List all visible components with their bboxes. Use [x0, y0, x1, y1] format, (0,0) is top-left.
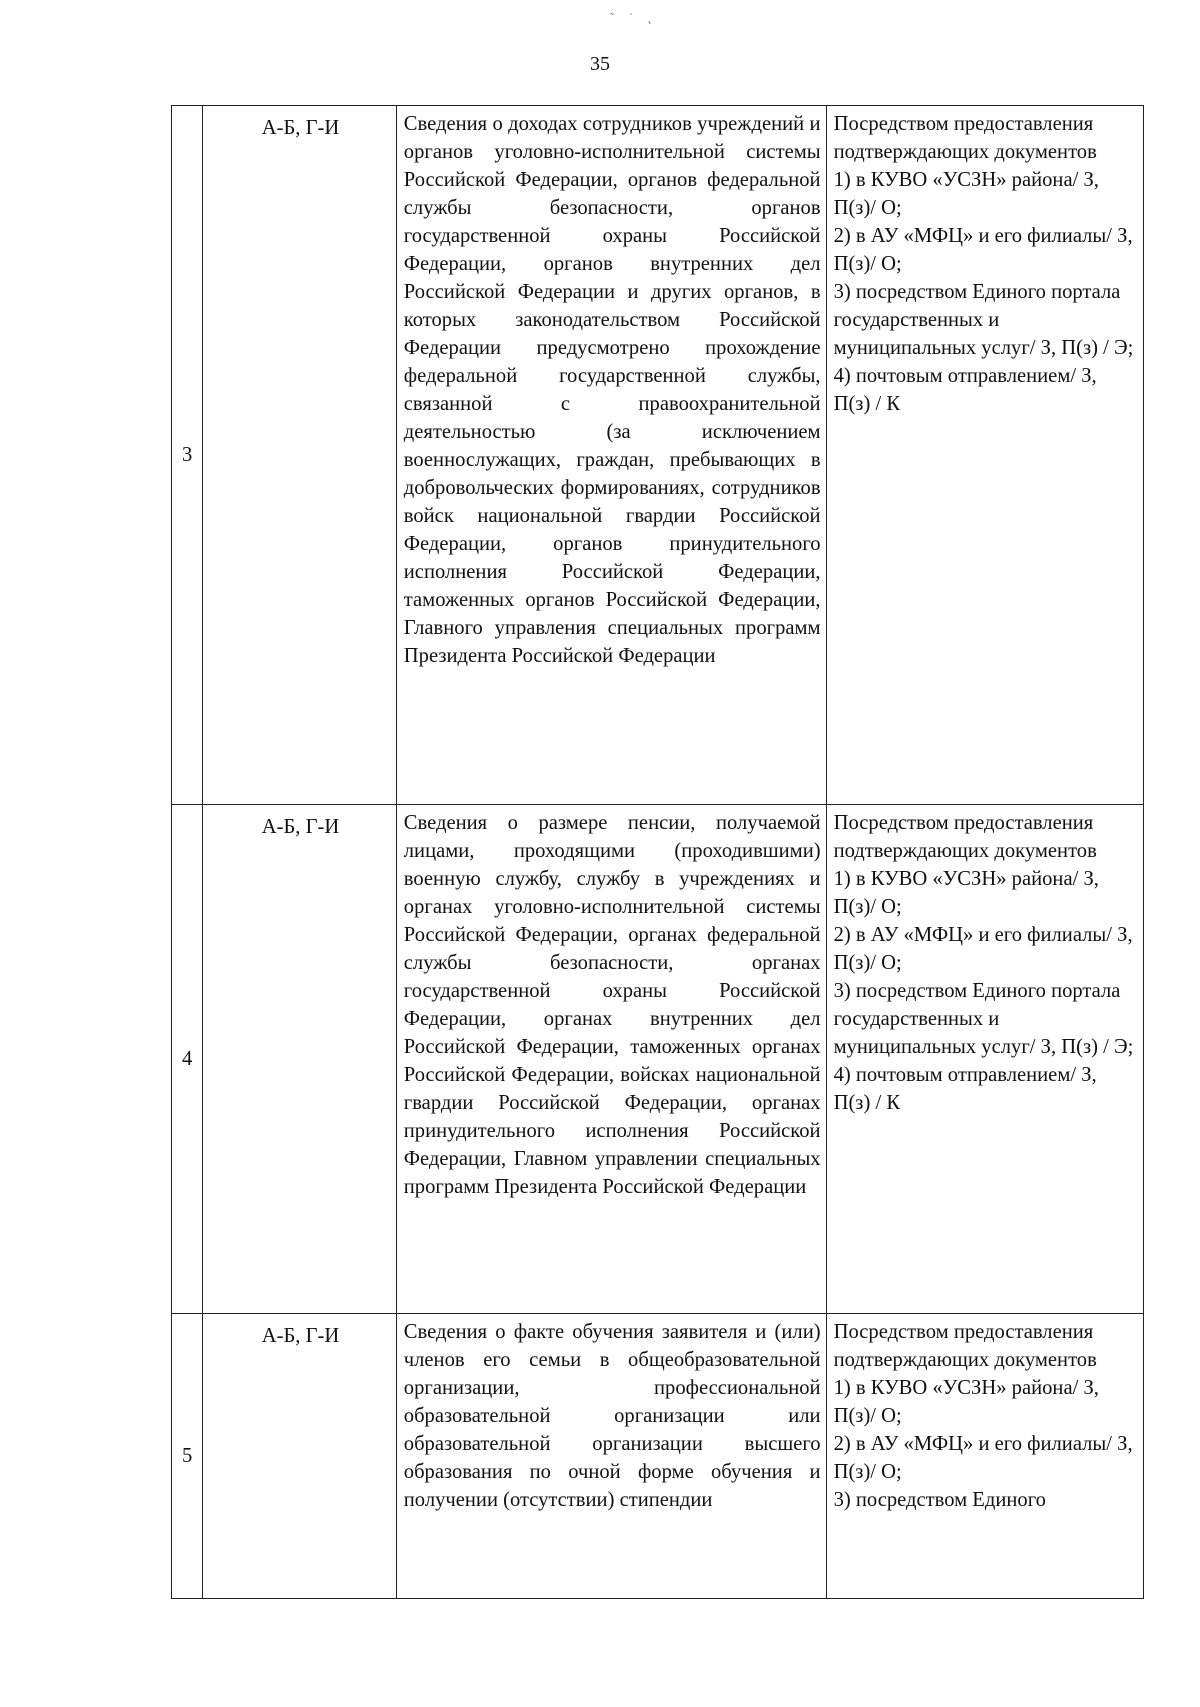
- method-line: 2) в АУ «МФЦ» и его филиалы/ З, П(з)/ О;: [833, 924, 1133, 974]
- page-number: 35: [590, 53, 610, 75]
- submission-method: [826, 106, 1143, 805]
- method-line: 1) в КУВО «УСЗН» района/ З, П(з)/ О;: [833, 868, 1099, 918]
- method-line: 1) в КУВО «УСЗН» района/ З, П(з)/ О;: [833, 169, 1099, 219]
- document-description: Сведения о размере пенсии, получаемой лицами, проходящими (проходившими) военную службу, службу в учреждениях и органах уголовно-исполнительной системы Российской Федерации, органах федеральной службы безопасности, органах государственной охраны Российской Федерации, органах внутренних дел Российской Федерации, таможенных органах Российской Федерации, войсках национальной гвардии Российской Федерации, органах принудительного исполнения Российской Федерации, Главном управлении специальных программ Президента Российской Федерации: [396, 805, 826, 1314]
- table-row: [172, 106, 1144, 805]
- applicant-category: А-Б, Г-И: [203, 1314, 397, 1599]
- applicant-category: А-Б, Г-И: [203, 805, 397, 1314]
- method-line: 2) в АУ «МФЦ» и его филиалы/ З, П(з)/ О;: [833, 1433, 1133, 1483]
- method-line: 3) посредством Единого портала государственных и муниципальных услуг/ З, П(з) / Э;: [833, 281, 1134, 359]
- applicant-category: А-Б, Г-И: [203, 106, 397, 805]
- table-row: [172, 1314, 1144, 1599]
- row-number: 3: [172, 106, 203, 805]
- method-line: 3) посредством Единого: [833, 1489, 1046, 1511]
- method-line: 4) почтовым отправлением/ З, П(з) / К: [833, 365, 1097, 415]
- method-line: 4) почтовым отправлением/ З, П(з) / К: [833, 1064, 1097, 1114]
- requirements-table: [171, 105, 1144, 1599]
- method-line: Посредством предоставления подтверждающих документов: [833, 1321, 1097, 1371]
- method-line: 1) в КУВО «УСЗН» района/ З, П(з)/ О;: [833, 1377, 1099, 1427]
- submission-method: [826, 1314, 1143, 1599]
- row-number: 4: [172, 805, 203, 1314]
- submission-method: [826, 805, 1143, 1314]
- method-line: Посредством предоставления подтверждающих документов: [833, 812, 1097, 862]
- document-description: Сведения о доходах сотрудников учреждений и органов уголовно-исполнительной системы Российской Федерации, органов федеральной службы безопасности, органов государственной охраны Российской Федерации, органов внутренних дел Российской Федерации и других органов, в которых законодательством Российской Федерации предусмотрено прохождение федеральной государственной службы, связанной с правоохранительной деятельностью (за исключением военнослужащих, граждан, пребывающих в добровольческих формированиях, сотрудников войск национальной гвардии Российской Федерации, органов принудительного исполнения Российской Федерации, таможенных органов Российской Федерации, Главного управления специальных программ Президента Российской Федерации: [396, 106, 826, 805]
- row-number: 5: [172, 1314, 203, 1599]
- method-line: Посредством предоставления подтверждающих документов: [833, 113, 1097, 163]
- document-description: Сведения о факте обучения заявителя и (или) членов его семьи в общеобразовательной организации, профессиональной образовательной организации или образовательной организации высшего образования по очной форме обучения и получении (отсутствии) стипендии: [396, 1314, 826, 1599]
- method-line: 3) посредством Единого портала государственных и муниципальных услуг/ З, П(з) / Э;: [833, 980, 1134, 1058]
- method-line: 2) в АУ «МФЦ» и его филиалы/ З, П(з)/ О;: [833, 225, 1133, 275]
- scan-specks: ˜ ˙ ˛: [610, 10, 658, 24]
- table-row: [172, 805, 1144, 1314]
